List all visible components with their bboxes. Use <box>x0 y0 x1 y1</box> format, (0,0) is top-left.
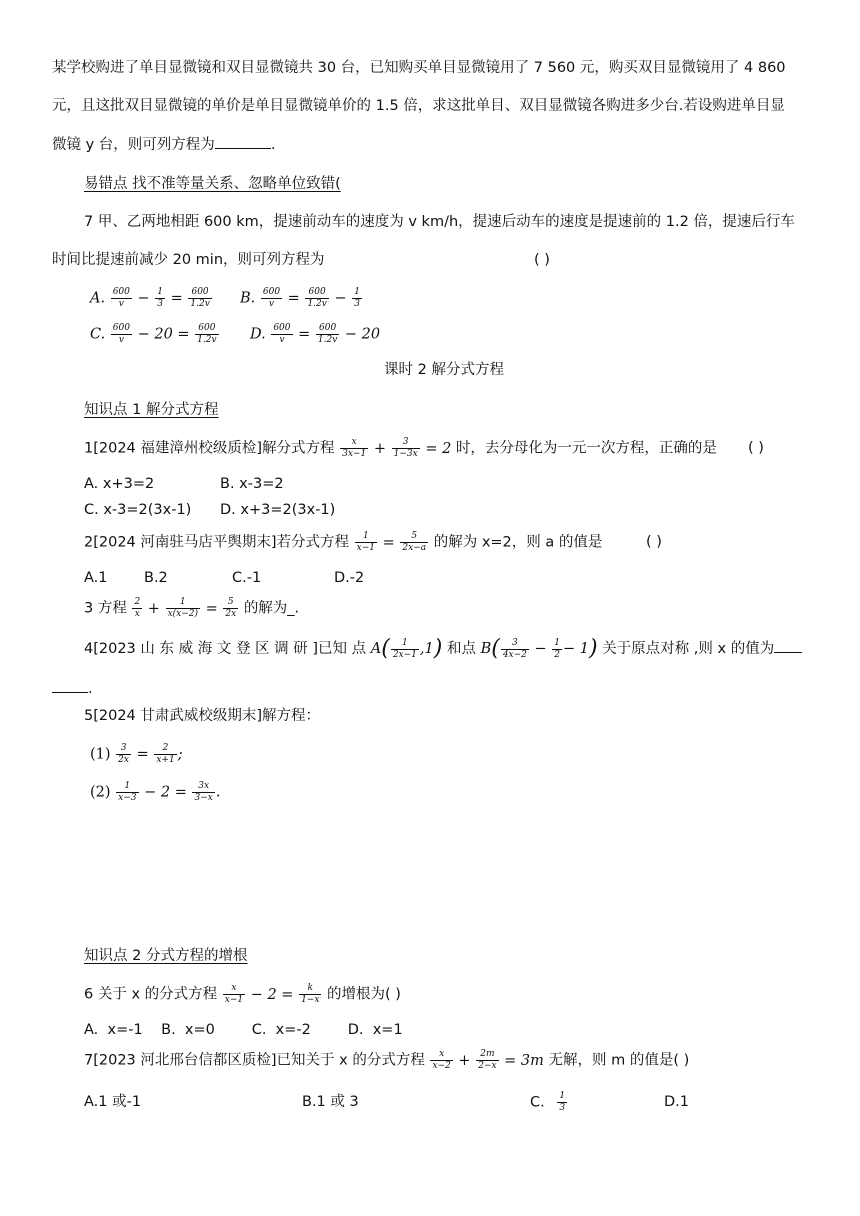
p1-suffix: 时，去分母化为一元一次方程，正确的是 <box>455 440 717 457</box>
p2-option-b: B.2 <box>144 570 168 586</box>
p1-stem: 1[2024 福建漳州校级质检]解分式方程 $\frac{x}{3x-1}$ + $\frac{3}{1-3x}$ = 2 时，去分母化为一元一次方程，正确的是 <box>84 437 717 459</box>
p2-option-c: C.-1 <box>232 570 262 586</box>
option-label: D. <box>250 326 266 343</box>
fraction: $\frac{600}{v}$ <box>262 287 281 309</box>
p7-option-c <box>530 1092 568 1113</box>
q7-option-a: A. $\frac{600}{v}$ − $\frac{1}{3}$ = $\frac{600}{1.2v}$ <box>90 287 210 309</box>
p6-stem: 6 关于 x 的分式方程 $\frac{x}{x-1}$ − 2 = $\frac{k}{1-x}$ 的增根为( ) <box>84 983 401 1005</box>
p3-suffix: 的解为_. <box>243 600 300 617</box>
lesson-title: 课时 2 解分式方程 <box>384 362 504 378</box>
answer-blank <box>774 638 802 653</box>
fraction: $\frac{1}{x-1}$ <box>356 531 376 553</box>
p4-suffix: 关于原点对称 ,则 x 的值为 <box>602 641 775 657</box>
p3-prefix: 3 方程 <box>84 600 127 617</box>
p4-prefix: 4[2023 山 东 威 海 文 登 区 调 研 ]已知 点 <box>84 641 367 657</box>
p1-option-d: D. x+3=2(3x-1) <box>220 502 336 518</box>
p4-stem: 4[2023 山 东 威 海 文 登 区 调 研 ]已知 点 A( $\frac{1}{2x-1}$ ,1) 和点 B( $\frac{3}{4x-2}$ − $\frac{1}{2}$ − 1) 关于原点对称 ,则 x 的值为 <box>84 638 802 660</box>
intro-line-3-text: 微镜 y 台，则可列方程为 <box>52 137 215 153</box>
q7-line-1: 7 甲、乙两地相距 600 km，提速前动车的速度为 v km/h，提速后动车的速度是提速前的 1.2 倍，提速后行车 <box>84 214 795 230</box>
p2-stem: 2[2024 河南驻马店平舆期末]若分式方程 $\frac{1}{x-1}$ = $\frac{5}{2x-a}$ 的解为 x=2，则 a 的值是 <box>84 531 603 553</box>
q7-option-b: B. $\frac{600}{v}$ = $\frac{600}{1.2v}$ − $\frac{1}{3}$ <box>240 287 360 309</box>
p6-prefix: 6 关于 x 的分式方程 <box>84 986 218 1003</box>
p6-options: A. x=-1 B. x=0 C. x=-2 D. x=1 <box>84 1022 403 1038</box>
q7-line-2: 时间比提速前减少 20 min，则可列方程为 <box>52 252 325 268</box>
p1-answer-bracket: ( ) <box>748 440 764 456</box>
fraction: $\frac{600}{v}$ <box>273 323 291 345</box>
p4-mid: 和点 <box>446 641 476 657</box>
p5-sub-1: (1) $\frac{3}{2x}$ = $\frac{2}{x+1}$ ; <box>90 743 183 765</box>
p4-line-2 <box>52 678 93 699</box>
fraction: $\frac{600}{v}$ <box>112 287 130 309</box>
p7-option-d: D.1 <box>664 1094 689 1110</box>
fraction: $\frac{x}{x-1}$ <box>224 983 244 1005</box>
fraction: $\frac{1}{3}$ <box>559 1091 566 1113</box>
fraction: $\frac{3x}{3-x}$ <box>194 781 213 803</box>
fraction: $\frac{2m}{2-x}$ <box>478 1049 497 1071</box>
fraction: $\frac{5}{2x}$ <box>225 597 237 619</box>
fraction: $\frac{600}{1.2v}$ <box>317 323 338 345</box>
p2-option-a: A.1 <box>84 570 108 586</box>
option-label: C. <box>530 1094 545 1111</box>
fraction: $\frac{1}{x(x-2)}$ <box>167 597 199 619</box>
fraction: $\frac{1}{3}$ <box>354 287 360 309</box>
p2-option-d: D.-2 <box>334 570 365 586</box>
p7-prefix: 7[2023 河北邢台信都区质检]已知关于 x 的分式方程 <box>84 1052 425 1069</box>
intro-line-2: 元，且这批双目显微镜的单价是单目显微镜单价的 1.5 倍，求这批单目、双目显微镜各购进多少台.若设购进单目显 <box>52 98 785 114</box>
fraction: $\frac{3}{1-3x}$ <box>393 437 418 459</box>
intro-line-3-end: . <box>270 137 276 153</box>
p1-option-c: C. x-3=2(3x-1) <box>84 502 192 518</box>
fraction: $\frac{1}{3}$ <box>157 287 163 309</box>
option-label: C. <box>90 326 106 343</box>
answer-blank <box>215 134 271 149</box>
option-label: A. <box>90 290 106 307</box>
kp2-heading: 知识点 2 分式方程的增根 <box>84 948 248 964</box>
p2-suffix: 的解为 x=2，则 a 的值是 <box>433 534 603 551</box>
intro-line-3 <box>52 134 275 155</box>
answer-blank <box>52 678 88 693</box>
fraction: $\frac{x}{x-2}$ <box>432 1049 451 1071</box>
p5-sub-2: (2) $\frac{1}{x-3}$ − 2 = $\frac{3x}{3-x}$ . <box>90 781 221 803</box>
fraction: $\frac{3}{4x-2}$ <box>502 637 527 660</box>
kp1-heading: 知识点 1 解分式方程 <box>84 402 219 418</box>
fraction: $\frac{5}{2x-a}$ <box>402 531 427 553</box>
q7-option-c: C. $\frac{600}{v}$ − 20 = $\frac{600}{1.2v}$ <box>90 323 217 345</box>
fraction: $\frac{2}{x+1}$ <box>156 743 175 765</box>
p3-stem: 3 方程 $\frac{2}{x}$ + $\frac{1}{x(x-2)}$ = $\frac{5}{2x}$ 的解为_. <box>84 597 300 619</box>
p2-answer-bracket: ( ) <box>646 534 662 550</box>
fraction: $\frac{600}{1.2v}$ <box>190 287 210 309</box>
intro-line-1: 某学校购进了单目显微镜和双目显微镜共 30 台，已知购买单目显微镜用了 7 560 元，购买双目显微镜用了 4 860 <box>52 60 786 76</box>
q7-answer-bracket: ( ) <box>534 252 550 268</box>
p2-prefix: 2[2024 河南驻马店平舆期末]若分式方程 <box>84 534 350 551</box>
p7-suffix: 无解，则 m 的值是( ) <box>548 1052 690 1069</box>
point-b-label: B <box>480 641 492 657</box>
p1-option-b: B. x-3=2 <box>220 476 284 492</box>
p7-stem: 7[2023 河北邢台信都区质检]已知关于 x 的分式方程 $\frac{x}{x-2}$ + $\frac{2m}{2-x}$ = 3m 无解，则 m 的值是( ) <box>84 1049 690 1071</box>
fraction: $\frac{1}{x-3}$ <box>118 781 137 803</box>
fraction: $\frac{1}{2}$ <box>554 637 560 660</box>
point-a-label: A <box>370 641 382 657</box>
error-point-heading: 易错点 找不准等量关系、忽略单位致错( <box>84 176 341 192</box>
q7-option-d: D. $\frac{600}{v}$ = $\frac{600}{1.2v}$ − 20 <box>250 323 381 345</box>
p7-option-a: A.1 或-1 <box>84 1094 142 1110</box>
fraction: $\frac{3}{2x}$ <box>118 743 129 765</box>
fraction: $\frac{600}{1.2v}$ <box>307 287 327 309</box>
option-label: B. <box>240 290 256 307</box>
fraction: $\frac{k}{1-x}$ <box>301 983 320 1005</box>
p1-option-a: A. x+3=2 <box>84 476 155 492</box>
fraction: $\frac{600}{v}$ <box>112 323 130 345</box>
p5-heading: 5[2024 甘肃武威校级期末]解方程： <box>84 708 321 724</box>
p7-option-b: B.1 或 3 <box>302 1094 359 1110</box>
p6-suffix: 的增根为( ) <box>327 986 401 1003</box>
p1-prefix: 1[2024 福建漳州校级质检]解分式方程 <box>84 440 335 457</box>
fraction: $\frac{2}{x}$ <box>134 597 141 619</box>
fraction: $\frac{x}{3x-1}$ <box>342 437 367 459</box>
p4-line-2-end: . <box>88 681 93 697</box>
fraction: $\frac{600}{1.2v}$ <box>197 323 217 345</box>
fraction: $\frac{1}{2x-1}$ <box>392 637 417 660</box>
